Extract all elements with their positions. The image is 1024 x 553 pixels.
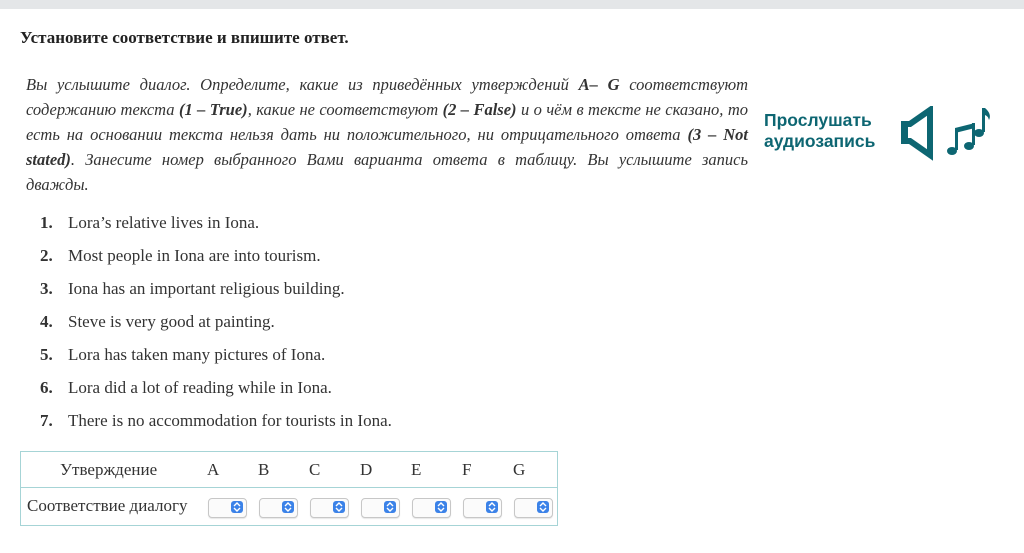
- answer-table: [20, 451, 558, 526]
- statement-item: [40, 338, 392, 371]
- instructions-part: Вы услышите диалог. Определите, какие из приведённых утверждений: [26, 75, 579, 94]
- statement-text: Most people in Iona are into tourism.: [68, 246, 321, 265]
- top-strip: [0, 0, 1024, 9]
- answer-row: [21, 488, 557, 525]
- column-letter-c: C: [309, 460, 321, 479]
- column-letter-b: B: [258, 460, 270, 479]
- instructions-bold: (2 – False): [442, 100, 517, 119]
- chevron-updown-icon: [231, 501, 243, 513]
- answer-select-g[interactable]: [514, 498, 553, 518]
- statement-number: 2.: [40, 246, 53, 265]
- instructions-bold: (1 – True): [178, 100, 248, 119]
- chevron-updown-icon: [435, 501, 447, 513]
- column-letter-g: G: [513, 460, 526, 479]
- answer-table-body-cell: [21, 488, 558, 526]
- statement-text: Lora has taken many pictures of Iona.: [68, 345, 326, 364]
- answer-select-d[interactable]: [361, 498, 400, 518]
- task-title: Установите соответствие и впишите ответ.: [20, 28, 349, 47]
- answer-select-c[interactable]: [310, 498, 349, 518]
- answer-select-f[interactable]: [463, 498, 502, 518]
- chevron-updown-icon: [537, 501, 549, 513]
- play-audio-button[interactable]: [764, 106, 994, 166]
- statement-number: 5.: [40, 345, 53, 364]
- instructions-bold: A– G: [578, 75, 620, 94]
- chevron-updown-icon: [384, 501, 396, 513]
- speaker-music-icon[interactable]: [900, 106, 992, 164]
- statement-item: [40, 272, 392, 305]
- statement-number: 1.: [40, 213, 53, 232]
- instructions-part: . Занесите номер выбранного Вами варианта ответа в таблицу. Вы услышите запись дважды.: [26, 150, 748, 194]
- statement-item: [40, 239, 392, 272]
- statements-list: [40, 206, 392, 437]
- instructions-part: , какие не соответствуют: [247, 100, 443, 119]
- statement-number: 6.: [40, 378, 53, 397]
- column-letter-a: A: [207, 460, 220, 479]
- statement-item: [40, 404, 392, 437]
- header-label: Утверждение: [60, 460, 158, 479]
- answer-table-header-cell: [21, 452, 558, 488]
- instructions-bold: (3 – Not stated): [26, 125, 748, 169]
- column-letter-f: F: [462, 460, 472, 479]
- statement-text: There is no accommodation for tourists in Iona.: [68, 411, 392, 430]
- statement-item: [40, 206, 392, 239]
- answer-table-answer-row: [21, 488, 558, 526]
- statement-text: Lora did a lot of reading while in Iona.: [68, 378, 332, 397]
- chevron-updown-icon: [486, 501, 498, 513]
- statement-number: 4.: [40, 312, 53, 331]
- statement-item: [40, 371, 392, 404]
- answer-select-a[interactable]: [208, 498, 247, 518]
- instructions-text: [26, 72, 748, 197]
- statement-text: Lora’s relative lives in Iona.: [68, 213, 260, 232]
- statement-text: Iona has an important religious building.: [68, 279, 345, 298]
- statement-item: [40, 305, 392, 338]
- answer-select-e[interactable]: [412, 498, 451, 518]
- statement-number: 7.: [40, 411, 53, 430]
- statement-number: 3.: [40, 279, 53, 298]
- column-letter-d: D: [360, 460, 373, 479]
- answer-table-header-row: [21, 452, 558, 488]
- instructions-part: соответствуют содержанию текста: [26, 75, 748, 119]
- answer-table-header: [21, 452, 557, 487]
- column-letter-e: E: [411, 460, 422, 479]
- row-label: Соответствие диалогу: [27, 496, 188, 515]
- statement-text: Steve is very good at painting.: [68, 312, 275, 331]
- instructions-part: и о чём в тексте не сказано, то есть на основании текста нельзя дать ни положительного, ни отрицательного ответа: [26, 100, 748, 144]
- chevron-updown-icon: [282, 501, 294, 513]
- chevron-updown-icon: [333, 501, 345, 513]
- answer-select-b[interactable]: [259, 498, 298, 518]
- play-audio-label[interactable]: Прослушать аудиозапись: [764, 110, 876, 151]
